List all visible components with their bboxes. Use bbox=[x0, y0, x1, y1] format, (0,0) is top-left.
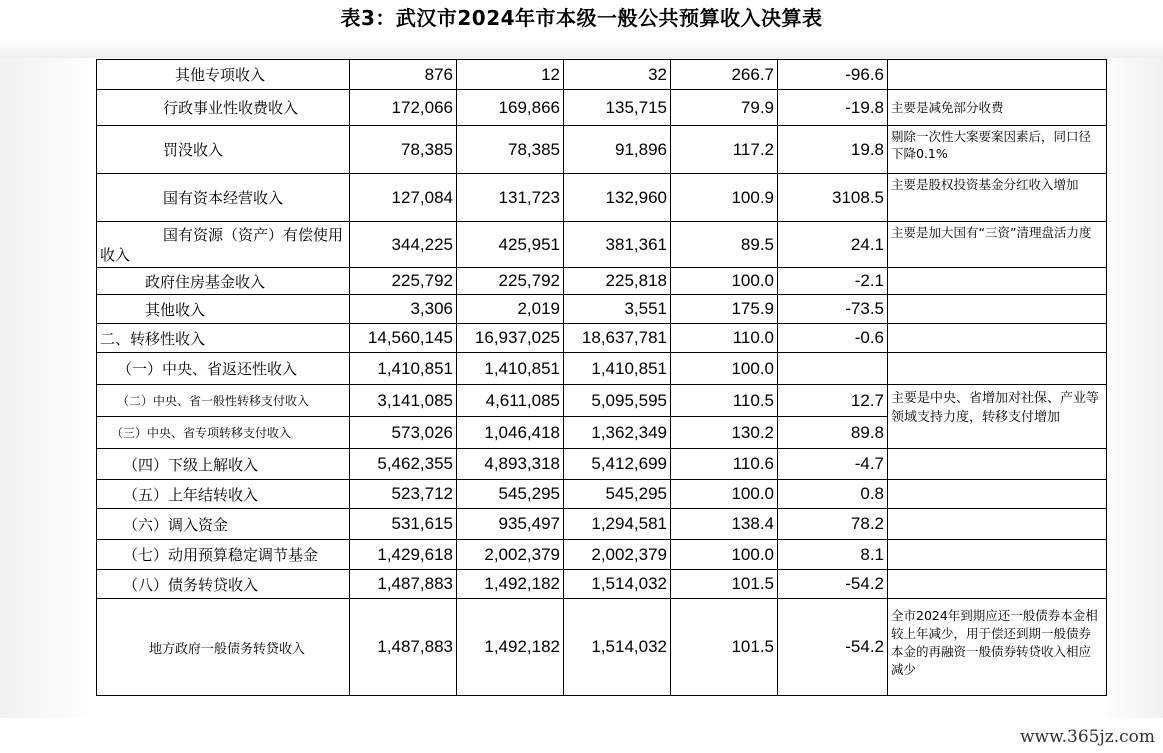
cell-value: 935,497 bbox=[457, 509, 564, 540]
cell-value: 0.8 bbox=[778, 480, 888, 509]
cell-value: 1,514,032 bbox=[564, 599, 671, 696]
table-row bbox=[97, 353, 1107, 385]
row-name: （四）下级上解收入 bbox=[97, 449, 350, 480]
row-name: （五）上年结转收入 bbox=[97, 480, 350, 509]
cell-value: 16,937,025 bbox=[457, 324, 564, 353]
row-note bbox=[888, 509, 1107, 540]
cell-value: 1,429,618 bbox=[350, 540, 457, 570]
row-note: 剔除一次性大案要案因素后，同口径下降0.1% bbox=[888, 126, 1107, 174]
cell-value: 19.8 bbox=[778, 126, 888, 174]
row-name: 政府住房基金收入 bbox=[97, 268, 350, 295]
cell-value: 132,960 bbox=[564, 174, 671, 222]
cell-value: -0.6 bbox=[778, 324, 888, 353]
cell-value: -54.2 bbox=[778, 570, 888, 599]
cell-value: 573,026 bbox=[350, 417, 457, 449]
row-name: 地方政府一般债务转贷收入 bbox=[97, 599, 350, 696]
cell-value: 117.2 bbox=[671, 126, 778, 174]
cell-value: 1,046,418 bbox=[457, 417, 564, 449]
cell-value: 101.5 bbox=[671, 599, 778, 696]
table-row bbox=[97, 126, 1107, 174]
cell-value: 24.1 bbox=[778, 222, 888, 268]
cell-value: 1,294,581 bbox=[564, 509, 671, 540]
site-watermark: www.365jz.com bbox=[1020, 727, 1155, 747]
table-row bbox=[97, 324, 1107, 353]
table-row bbox=[97, 268, 1107, 295]
cell-value: 381,361 bbox=[564, 222, 671, 268]
cell-value: 1,487,883 bbox=[350, 570, 457, 599]
row-name: 二、转移性收入 bbox=[97, 324, 350, 353]
cell-value: 5,095,595 bbox=[564, 385, 671, 417]
cell-value: 12 bbox=[457, 60, 564, 90]
cell-value: 266.7 bbox=[671, 60, 778, 90]
cell-value: 2,002,379 bbox=[564, 540, 671, 570]
cell-value: 523,712 bbox=[350, 480, 457, 509]
table-row bbox=[97, 449, 1107, 480]
row-note bbox=[888, 540, 1107, 570]
cell-value bbox=[778, 353, 888, 385]
row-name: 罚没收入 bbox=[97, 126, 350, 174]
row-name: （二）中央、省一般性转移支付收入 bbox=[97, 385, 350, 417]
row-note bbox=[888, 324, 1107, 353]
row-note: 全市2024年到期应还一般债券本金相较上年减少，用于偿还到期一般债券本金的再融资一般债券转贷收入相应减少 bbox=[888, 599, 1107, 696]
table-row bbox=[97, 480, 1107, 509]
cell-value: 4,893,318 bbox=[457, 449, 564, 480]
cell-value: 1,492,182 bbox=[457, 570, 564, 599]
cell-value: 3108.5 bbox=[778, 174, 888, 222]
cell-value: 79.9 bbox=[671, 90, 778, 126]
cell-value: 135,715 bbox=[564, 90, 671, 126]
cell-value: 127,084 bbox=[350, 174, 457, 222]
table-row bbox=[97, 60, 1107, 90]
row-note bbox=[888, 268, 1107, 295]
table-row bbox=[97, 222, 1107, 268]
cell-value: 2,019 bbox=[457, 295, 564, 324]
cell-value: 89.8 bbox=[778, 417, 888, 449]
cell-value: 1,362,349 bbox=[564, 417, 671, 449]
cell-value: 3,306 bbox=[350, 295, 457, 324]
cell-value: 8.1 bbox=[778, 540, 888, 570]
cell-value: 1,514,032 bbox=[564, 570, 671, 599]
cell-value: 531,615 bbox=[350, 509, 457, 540]
cell-value: -19.8 bbox=[778, 90, 888, 126]
row-note: 主要是减免部分收费 bbox=[888, 90, 1107, 126]
row-note bbox=[888, 60, 1107, 90]
table-row bbox=[97, 174, 1107, 222]
cell-value: 78,385 bbox=[350, 126, 457, 174]
cell-value: 2,002,379 bbox=[457, 540, 564, 570]
table-row bbox=[97, 509, 1107, 540]
cell-value: 545,295 bbox=[457, 480, 564, 509]
row-name: 国有资源（资产）有偿使用收入 bbox=[97, 222, 350, 268]
page-title: 表3：武汉市2024年市本级一般公共预算收入决算表 bbox=[340, 6, 823, 30]
cell-value: 100.0 bbox=[671, 268, 778, 295]
row-note bbox=[888, 295, 1107, 324]
cell-value: 1,492,182 bbox=[457, 599, 564, 696]
cell-value: 100.0 bbox=[671, 480, 778, 509]
cell-value: 18,637,781 bbox=[564, 324, 671, 353]
cell-value: 89.5 bbox=[671, 222, 778, 268]
cell-value: 169,866 bbox=[457, 90, 564, 126]
row-name: （三）中央、省专项转移支付收入 bbox=[97, 417, 350, 449]
cell-value: 91,896 bbox=[564, 126, 671, 174]
cell-value: 1,410,851 bbox=[564, 353, 671, 385]
cell-value: -54.2 bbox=[778, 599, 888, 696]
cell-value: 32 bbox=[564, 60, 671, 90]
table-row bbox=[97, 295, 1107, 324]
cell-value: 425,951 bbox=[457, 222, 564, 268]
cell-value: 5,462,355 bbox=[350, 449, 457, 480]
cell-value: 3,141,085 bbox=[350, 385, 457, 417]
row-name: （八）债务转贷收入 bbox=[97, 570, 350, 599]
cell-value: 138.4 bbox=[671, 509, 778, 540]
cell-value: 172,066 bbox=[350, 90, 457, 126]
cell-value: 225,792 bbox=[350, 268, 457, 295]
table-row bbox=[97, 90, 1107, 126]
cell-value: 130.2 bbox=[671, 417, 778, 449]
table-row bbox=[97, 570, 1107, 599]
cell-value: 14,560,145 bbox=[350, 324, 457, 353]
row-note: 主要是加大国有“三资”清理盘活力度 bbox=[888, 222, 1107, 268]
cell-value: 110.6 bbox=[671, 449, 778, 480]
cell-value: 78.2 bbox=[778, 509, 888, 540]
row-name: 其他专项收入 bbox=[97, 60, 350, 90]
cell-value: 3,551 bbox=[564, 295, 671, 324]
row-name: （七）动用预算稳定调节基金 bbox=[97, 540, 350, 570]
cell-value: 225,792 bbox=[457, 268, 564, 295]
cell-value: 100.0 bbox=[671, 353, 778, 385]
row-name: （六）调入资金 bbox=[97, 509, 350, 540]
cell-value: 876 bbox=[350, 60, 457, 90]
cell-value: -2.1 bbox=[778, 268, 888, 295]
table-row bbox=[97, 385, 1107, 417]
table-row bbox=[97, 540, 1107, 570]
row-name: 行政事业性收费收入 bbox=[97, 90, 350, 126]
row-note bbox=[888, 480, 1107, 509]
cell-value: 545,295 bbox=[564, 480, 671, 509]
row-name: （一）中央、省返还性收入 bbox=[97, 353, 350, 385]
cell-value: 344,225 bbox=[350, 222, 457, 268]
row-note bbox=[888, 570, 1107, 599]
cell-value: 100.9 bbox=[671, 174, 778, 222]
cell-value: 175.9 bbox=[671, 295, 778, 324]
cell-value: 100.0 bbox=[671, 540, 778, 570]
cell-value: -4.7 bbox=[778, 449, 888, 480]
page-margin-left bbox=[0, 58, 96, 718]
table-row bbox=[97, 599, 1107, 696]
cell-value: 78,385 bbox=[457, 126, 564, 174]
cell-value: 4,611,085 bbox=[457, 385, 564, 417]
row-name: 其他收入 bbox=[97, 295, 350, 324]
cell-value: 1,410,851 bbox=[350, 353, 457, 385]
row-note: 主要是股权投资基金分红收入增加 bbox=[888, 174, 1107, 222]
cell-value: 131,723 bbox=[457, 174, 564, 222]
cell-value: 12.7 bbox=[778, 385, 888, 417]
budget-table bbox=[96, 59, 1107, 696]
cell-value: 101.5 bbox=[671, 570, 778, 599]
cell-value: -73.5 bbox=[778, 295, 888, 324]
cell-value: 110.5 bbox=[671, 385, 778, 417]
cell-value: -96.6 bbox=[778, 60, 888, 90]
cell-value: 1,487,883 bbox=[350, 599, 457, 696]
cell-value: 110.0 bbox=[671, 324, 778, 353]
row-note bbox=[888, 449, 1107, 480]
row-note bbox=[888, 353, 1107, 385]
row-name: 国有资本经营收入 bbox=[97, 174, 350, 222]
row-note: 主要是中央、省增加对社保、产业等领域支持力度，转移支付增加 bbox=[888, 385, 1107, 449]
cell-value: 5,412,699 bbox=[564, 449, 671, 480]
cell-value: 1,410,851 bbox=[457, 353, 564, 385]
cell-value: 225,818 bbox=[564, 268, 671, 295]
